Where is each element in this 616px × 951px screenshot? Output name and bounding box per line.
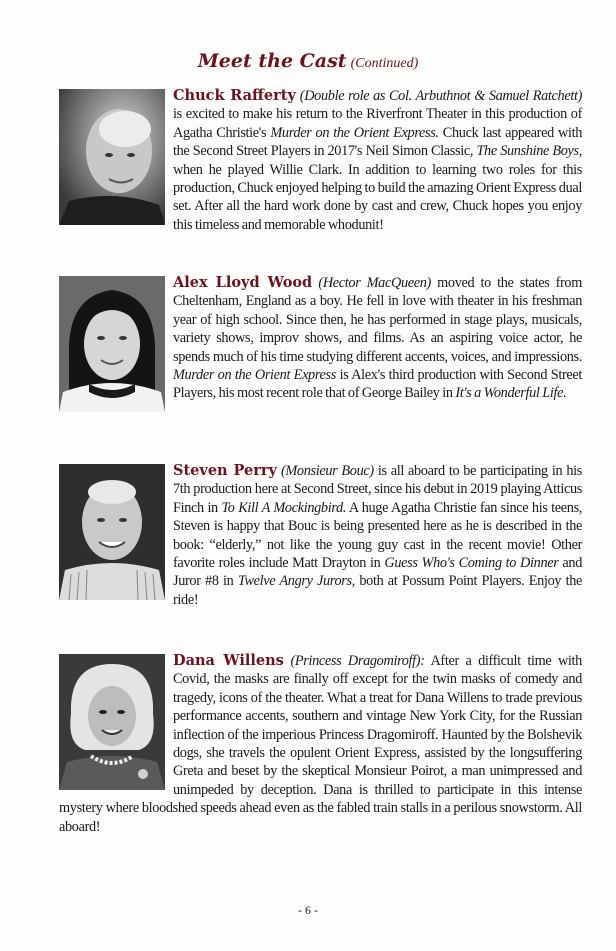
headshot-photo — [59, 276, 165, 412]
cast-bio-chuck-rafferty — [59, 87, 582, 234]
cast-name: Steven Perry — [173, 462, 277, 479]
cast-name: Alex Lloyd Wood — [173, 274, 313, 291]
cast-role: (Hector MacQueen) — [318, 275, 431, 291]
bio-title: Twelve Angry Jurors, — [237, 573, 355, 590]
bio-text: A huge Agatha Christie fan since his teens, Steven is happy that Bouc is being presented here as he is described in the book: “elderly,” not like the young guy cast in the recent movie! Other favorite roles include Matt Drayton in — [173, 499, 583, 572]
bio-text: moved to the states from Cheltenham, England as a boy. He fell in love with theater in his freshman year of high school. Since then, he has performed in stage plays, musicals, variety shows, improv shows, and films. As an aspiring voice actor, he spends much of his time studying different accents, voices, and impressions. — [173, 275, 582, 365]
headshot-steven-perry — [59, 464, 165, 600]
page-number: - 6 - — [298, 903, 318, 917]
bio-title: The Sunshine Boys, — [476, 143, 582, 160]
bio-text: After a difficult time with Covid, the masks are finally off except for the twin masks of comedy and tragedy, icons of the theater. What a treat for Dana Willens to trade previous performance accents, southern and vintage New York City, for the Russian inflection of the imperious Princess Dragomiroff. Haunted by the Bolshevik dogs, she travels the opulent Orient Express, assisted by the longsuffering Greta and beset by the skeptical Monsieur Poirot, a man unimpressed and unimpeded by deception. Dana is thrilled to participate in this intense mystery where bloodshed speeds ahead even as the fabled train stalls in a perilous snowstorm. All aboard! — [59, 653, 582, 835]
bio-title: It's a Wonderful Life. — [455, 385, 567, 402]
headshot-alex-lloyd-wood — [59, 276, 165, 412]
headshot-photo — [59, 89, 165, 225]
cast-role: (Monsieur Bouc) — [280, 463, 374, 479]
bio-text: is Alex's third production with Second Street Players, his most recent role that of George Bailey in — [173, 367, 582, 402]
bio-title: To Kill A Mockingbird. — [221, 499, 347, 516]
bio-text: when he played Willie Clark. In addition to learning two roles for this production, Chuck enjoyed helping to build the amazing Orient Express dual set. After all the hard work done by cast and crew, Chuck hopes you enjoy this timeless and memorable whodunit! — [173, 161, 582, 233]
headshot-dana-willens — [59, 654, 165, 790]
section-title: Meet the Cast — [197, 50, 347, 72]
cast-name: Dana Willens — [173, 652, 284, 669]
headshot-chuck-rafferty — [59, 89, 165, 225]
headshot-photo — [59, 654, 165, 790]
section-heading — [0, 50, 616, 72]
cast-bio-alex-lloyd-wood — [59, 274, 582, 414]
section-subtitle: (Continued) — [350, 56, 419, 71]
cast-bio-dana-willens — [59, 652, 582, 836]
cast-role: (Double role as Col. Arbuthnot & Samuel Ratchett) — [299, 88, 582, 104]
bio-text: Chuck last appeared with the Second Street Players in 2017's Neil Simon Classic, — [173, 124, 583, 160]
bio-title: Murder on the Orient Express. — [270, 124, 439, 141]
cast-name: Chuck Rafferty — [173, 87, 296, 104]
cast-bio-steven-perry — [59, 462, 582, 609]
bio-text: and Juror #8 in — [173, 555, 582, 590]
headshot-photo — [59, 464, 165, 600]
bio-title: Guess Who's Coming to Dinner — [384, 555, 559, 572]
bio-title: Murder on the Orient Express — [173, 367, 336, 384]
cast-role: (Princess Dragomiroff): — [290, 653, 425, 669]
bio-text: is excited to make his return to the Riverfront Theater in this production of Agatha Christie's — [173, 106, 582, 141]
bio-text: is all aboard to be participating in his 7th production here at Second Street, since his debut in 2019 playing Atticus Finch in — [173, 463, 582, 516]
bio-text: both at Possum Point Players. Enjoy the ride! — [173, 573, 582, 608]
